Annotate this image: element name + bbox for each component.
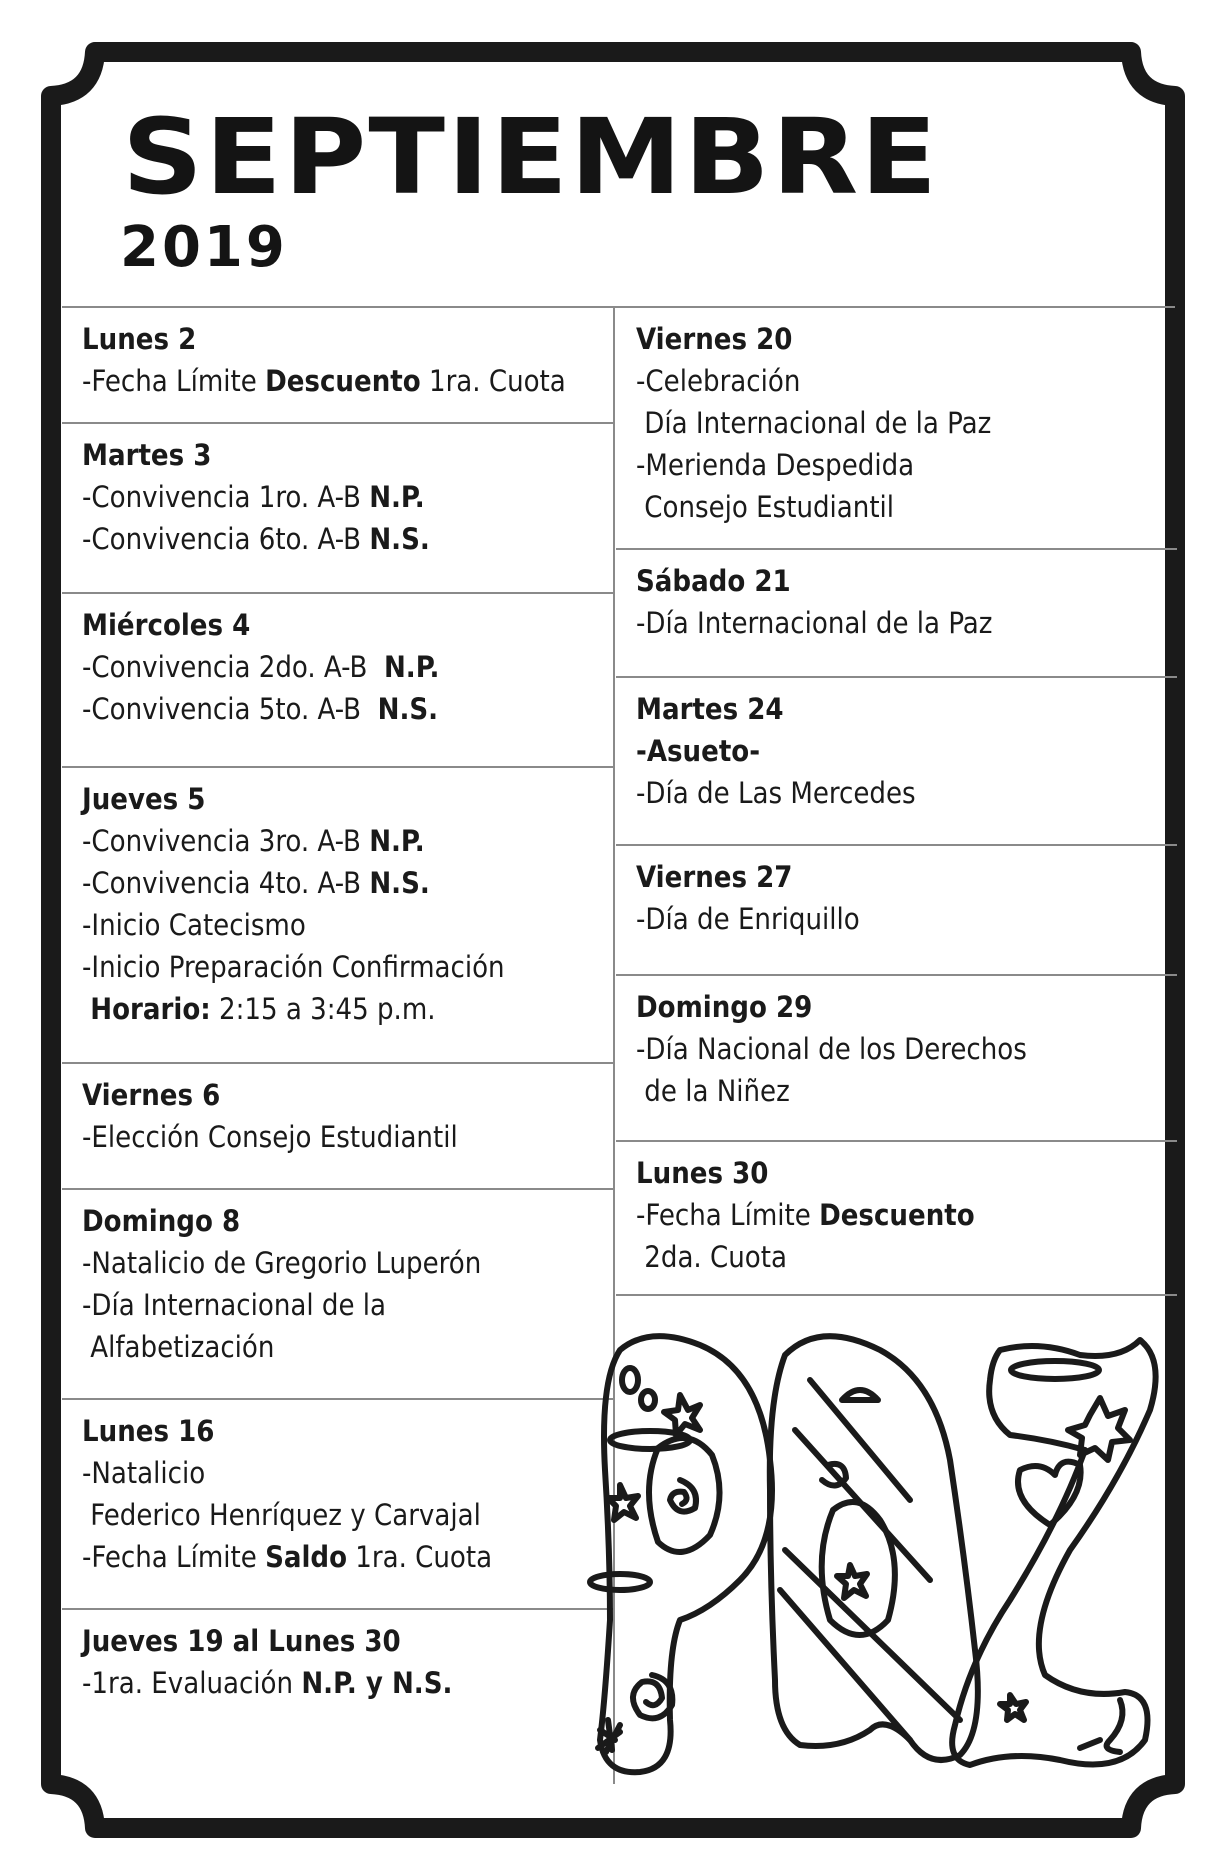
event-detail-text: -Elección Consejo Estudiantil [82,1120,458,1154]
event-day: Martes 3 [82,438,212,472]
event-detail [636,360,1177,402]
event-detail-emphasis: N.P. y N.S. [301,1666,453,1700]
event-detail-text: -Día Internacional de la [82,1288,387,1322]
event-detail-text: Día Internacional de la Paz [636,406,992,440]
event-detail-text: -Día Internacional de la Paz [636,606,993,640]
event-detail [82,646,613,688]
event-separator [616,1294,1177,1296]
event-detail [82,862,613,904]
event-detail-emphasis: N.S. [369,522,430,556]
event-entry [62,1610,613,1730]
event-detail [82,1116,613,1158]
event-entry [62,1400,613,1608]
event-detail-text: 1ra. Cuota [420,364,566,398]
event-detail [82,360,613,402]
event-detail-text: -Día de Las Mercedes [636,776,916,810]
event-detail-text: -Celebración [636,364,801,398]
event-detail-text: -Convivencia 6to. A-B [82,522,370,556]
event-detail [82,820,613,862]
event-entry [616,678,1177,844]
event-detail [636,772,1177,814]
event-detail-text: de la Niñez [636,1074,790,1108]
event-detail-text: 1ra. Cuota [347,1540,493,1574]
event-day: Martes 24 [636,692,784,726]
event-detail [82,1662,613,1704]
event-detail-text: -Convivencia 4to. A-B [82,866,370,900]
event-detail [636,730,1177,772]
event-detail-text: -Fecha Límite [82,364,266,398]
event-detail [82,1494,613,1536]
year-title: 2019 [120,215,288,280]
event-day: Domingo 8 [82,1204,241,1238]
event-detail [636,602,1177,644]
event-entry [62,768,613,1062]
event-detail-text: -Convivencia 2do. A-B [82,650,384,684]
event-detail [636,1194,1177,1236]
event-detail-text: -Fecha Límite [636,1198,820,1232]
event-detail-text: Consejo Estudiantil [636,490,895,524]
event-detail [82,476,613,518]
event-day: Jueves 5 [82,782,206,816]
event-day: Viernes 20 [636,322,793,356]
month-title: SEPTIEMBRE [122,96,940,218]
event-entry [62,1190,613,1398]
event-detail [82,518,613,560]
event-day: Lunes 2 [82,322,197,356]
event-detail-text: Federico Henríquez y Carvajal [82,1498,481,1532]
event-detail [82,1326,613,1368]
event-detail-text: -Convivencia 1ro. A-B [82,480,370,514]
event-detail [636,444,1177,486]
event-detail-text: 2da. Cuota [636,1240,787,1274]
event-day: Viernes 6 [82,1078,221,1112]
event-detail [82,904,613,946]
event-detail [636,486,1177,528]
event-day: Domingo 29 [636,990,813,1024]
event-detail-text: 2:15 a 3:45 p.m. [210,992,436,1026]
event-detail-text: -Convivencia 5to. A-B [82,692,378,726]
event-detail-emphasis: N.S. [369,866,430,900]
event-detail-emphasis: N.P. [369,824,425,858]
event-detail [82,688,613,730]
event-detail [636,402,1177,444]
event-entry [616,976,1177,1140]
event-detail-text: -Inicio Preparación Confirmación [82,950,505,984]
event-entry [62,424,613,592]
event-detail-text: Alfabetización [82,1330,275,1364]
event-detail [82,988,613,1030]
event-detail-text: -Día Nacional de los Derechos [636,1032,1027,1066]
event-detail-emphasis: -Asueto- [636,734,761,768]
event-day: Viernes 27 [636,860,793,894]
event-detail [82,1536,613,1578]
event-detail [636,898,1177,940]
event-detail [636,1070,1177,1112]
paz-letter-p-icon [590,1336,772,1772]
event-detail [82,1284,613,1326]
paz-letter-a-icon [770,1336,978,1760]
event-detail-text: -Natalicio [82,1456,206,1490]
event-day: Miércoles 4 [82,608,251,642]
event-detail-text: -Merienda Despedida [636,448,915,482]
event-day: Lunes 30 [636,1156,769,1190]
paz-letter-z-icon [952,1340,1155,1765]
event-entry [62,308,613,422]
event-detail-emphasis: N.S. [377,692,439,726]
event-detail-emphasis: Saldo [265,1540,347,1574]
event-detail [82,1242,613,1284]
event-entry [62,594,613,766]
event-day: Sábado 21 [636,564,791,598]
event-detail-emphasis: Horario: [90,992,211,1026]
event-detail-emphasis: N.P. [369,480,425,514]
event-detail-emphasis: N.P. [383,650,440,684]
event-day: Lunes 16 [82,1414,215,1448]
event-detail-text: -Fecha Límite [82,1540,266,1574]
event-detail [82,946,613,988]
event-day: Jueves 19 al Lunes 30 [82,1624,401,1658]
event-detail-text: -Convivencia 3ro. A-B [82,824,370,858]
paz-illustration [580,1320,1160,1780]
event-detail-text: -Inicio Catecismo [82,908,306,942]
event-entry [616,1142,1177,1294]
event-entry [616,550,1177,676]
event-detail-emphasis: Descuento [819,1198,975,1232]
event-detail [636,1236,1177,1278]
event-detail [82,1452,613,1494]
event-detail [636,1028,1177,1070]
event-detail-text: -Natalicio de Gregorio Luperón [82,1246,482,1280]
event-entry [62,1064,613,1188]
event-detail-text: -1ra. Evaluación [82,1666,302,1700]
event-detail-emphasis: Descuento [265,364,421,398]
event-entry [616,308,1177,548]
event-detail-text: -Día de Enriquillo [636,902,860,936]
event-entry [616,846,1177,974]
